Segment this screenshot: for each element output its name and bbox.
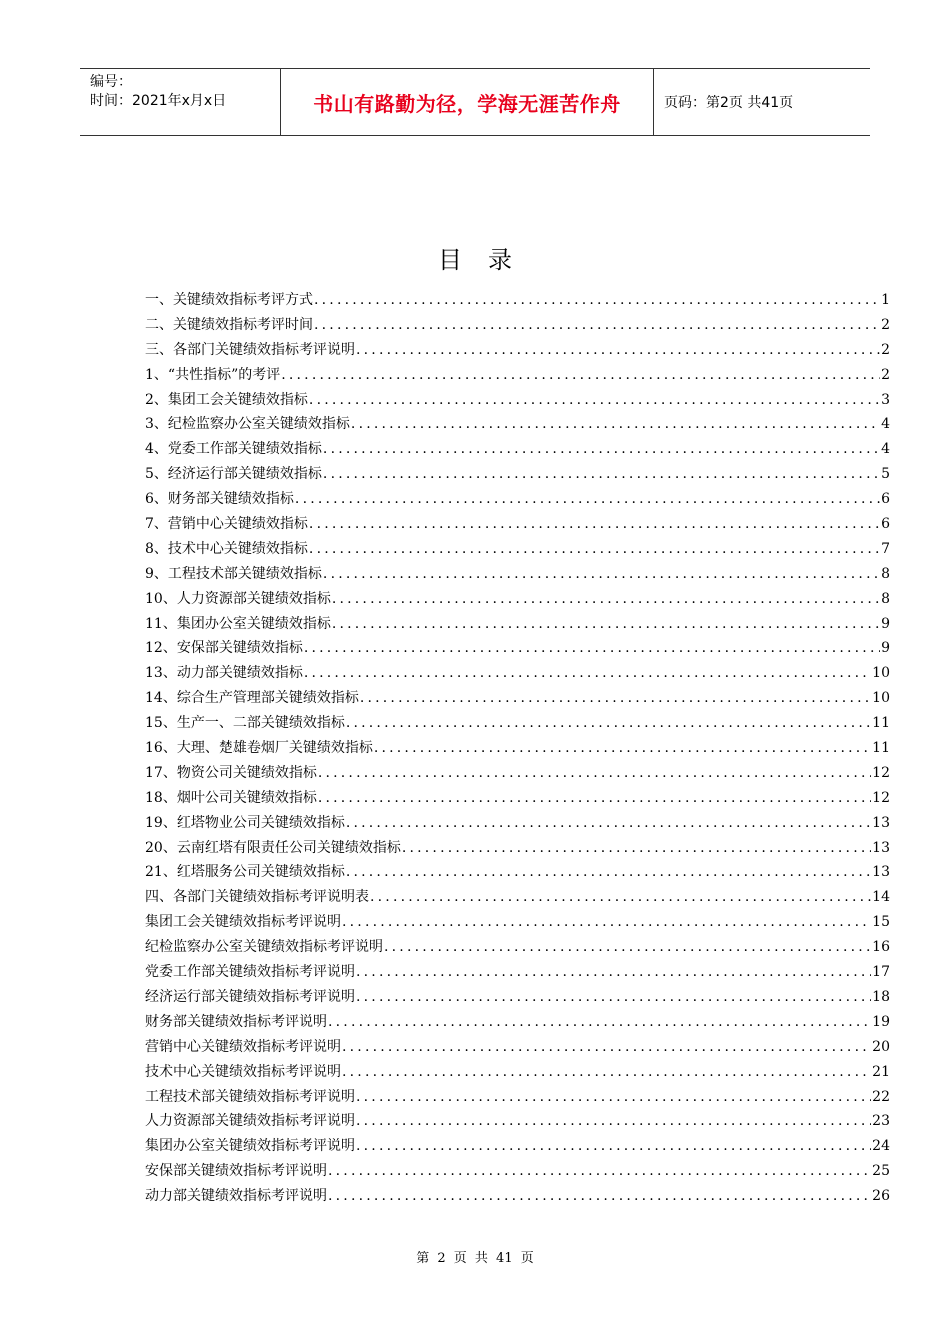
- toc-entry-page: 7: [881, 540, 890, 557]
- toc-leader-dots: [342, 1039, 871, 1055]
- toc-entry[interactable]: [145, 613, 890, 638]
- toc-entry[interactable]: [145, 911, 890, 936]
- toc-entry-page: 26: [872, 1188, 890, 1205]
- toc-entry-title: 14、综合生产管理部关键绩效指标: [145, 690, 359, 707]
- toc-entry-title: 工程技术部关键绩效指标考评说明: [145, 1088, 355, 1105]
- toc-entry-page: 11: [872, 715, 890, 732]
- toc-entry-page: 11: [872, 740, 890, 757]
- toc-entry-title: 11、集团办公室关键绩效指标: [145, 615, 331, 632]
- toc-leader-dots: [309, 516, 880, 532]
- toc-leader-dots: [309, 541, 880, 557]
- toc-leader-dots: [360, 690, 871, 706]
- toc-entry[interactable]: [145, 762, 890, 787]
- toc-entry-title: 财务部关键绩效指标考评说明: [145, 1013, 327, 1030]
- toc-entry-page: 1: [881, 292, 890, 308]
- toc-entry-title: 13、动力部关键绩效指标: [145, 665, 303, 682]
- toc-leader-dots: [295, 491, 880, 507]
- toc-entry-page: 2: [881, 341, 890, 358]
- toc-entry[interactable]: [145, 712, 890, 737]
- toc-entry-page: 17: [872, 964, 890, 981]
- toc-entry[interactable]: [145, 463, 890, 488]
- toc-entry-page: 6: [881, 516, 890, 533]
- toc-entry-page: 12: [872, 789, 890, 806]
- toc-entry[interactable]: [145, 637, 890, 662]
- toc-entry[interactable]: [145, 986, 890, 1011]
- toc-entry-title: 6、财务部关键绩效指标: [145, 491, 294, 508]
- toc-leader-dots: [328, 1014, 871, 1030]
- toc-entry[interactable]: [145, 1110, 890, 1135]
- toc-leader-dots: [384, 939, 871, 955]
- toc-entry[interactable]: [145, 812, 890, 837]
- toc-entry-title: 10、人力资源部关键绩效指标: [145, 590, 331, 607]
- toc-leader-dots: [351, 416, 880, 432]
- toc-leader-dots: [314, 317, 880, 333]
- toc-leader-dots: [342, 914, 871, 930]
- toc-entry-page: 25: [872, 1163, 890, 1180]
- toc-entry-page: 16: [872, 939, 890, 956]
- toc-leader-dots: [370, 889, 871, 905]
- toc-entry[interactable]: [145, 961, 890, 986]
- toc-entry[interactable]: [145, 339, 890, 364]
- toc-entry-title: 17、物资公司关键绩效指标: [145, 764, 317, 781]
- toc-entry-title: 四、各部门关键绩效指标考评说明表: [145, 889, 369, 906]
- toc-entry-page: 20: [872, 1038, 890, 1055]
- toc-entry-page: 12: [872, 764, 890, 781]
- toc-entry[interactable]: [145, 936, 890, 961]
- toc-entry-page: 4: [881, 441, 890, 458]
- toc-leader-dots: [304, 665, 871, 681]
- toc-entry-page: 18: [872, 988, 890, 1005]
- toc-entry[interactable]: [145, 837, 890, 862]
- toc-entry-page: 8: [881, 590, 890, 607]
- toc-entry[interactable]: [145, 538, 890, 563]
- toc-entry-title: 集团办公室关键绩效指标考评说明: [145, 1138, 355, 1155]
- toc-leader-dots: [346, 815, 871, 831]
- toc-entry[interactable]: [145, 488, 890, 513]
- toc-leader-dots: [332, 616, 880, 632]
- toc-entry-title: 2、集团工会关键绩效指标: [145, 391, 308, 408]
- toc-entry[interactable]: [145, 687, 890, 712]
- toc-entry[interactable]: [145, 1135, 890, 1160]
- toc-entry-title: 营销中心关键绩效指标考评说明: [145, 1038, 341, 1055]
- toc-entry[interactable]: [145, 413, 890, 438]
- toc-entry[interactable]: [145, 787, 890, 812]
- toc-entry-page: 10: [872, 690, 890, 707]
- toc-leader-dots: [323, 441, 880, 457]
- toc-entry-title: 经济运行部关键绩效指标考评说明: [145, 988, 355, 1005]
- toc-entry-page: 19: [872, 1013, 890, 1030]
- toc-entry[interactable]: [145, 1086, 890, 1111]
- toc-entry-page: 13: [872, 839, 890, 856]
- toc-entry-page: 9: [881, 615, 890, 632]
- toc-leader-dots: [332, 591, 880, 607]
- toc-leader-dots: [309, 392, 880, 408]
- toc-entry[interactable]: [145, 289, 890, 314]
- toc-leader-dots: [346, 715, 871, 731]
- toc-leader-dots: [314, 292, 880, 308]
- toc-entry-page: 13: [872, 864, 890, 881]
- toc-entry[interactable]: [145, 563, 890, 588]
- toc-leader-dots: [402, 840, 871, 856]
- toc-entry-title: 8、技术中心关键绩效指标: [145, 540, 308, 557]
- toc-entry-title: 16、大理、楚雄卷烟厂关键绩效指标: [145, 740, 373, 757]
- header-motto: 书山有路勤为径，学海无涯苦作舟: [281, 69, 654, 135]
- toc-entry-title: 4、党委工作部关键绩效指标: [145, 441, 322, 458]
- toc-entry[interactable]: [145, 886, 890, 911]
- toc-leader-dots: [281, 367, 880, 383]
- toc-leader-dots: [356, 1113, 871, 1129]
- toc-entry[interactable]: [145, 662, 890, 687]
- toc-entry-page: 4: [881, 416, 890, 433]
- toc-leader-dots: [342, 1064, 871, 1080]
- toc-entry-page: 21: [872, 1063, 890, 1080]
- toc-entry-title: 18、烟叶公司关键绩效指标: [145, 789, 317, 806]
- page-footer: 第 2 页 共 41 页: [416, 1251, 534, 1266]
- toc-leader-dots: [346, 864, 871, 880]
- toc-leader-dots: [356, 1138, 871, 1154]
- toc-leader-dots: [356, 1089, 871, 1105]
- toc-entry[interactable]: [145, 438, 890, 463]
- toc-entry[interactable]: [145, 861, 890, 886]
- toc-entry[interactable]: [145, 737, 890, 762]
- toc-entry-title: 三、各部门关键绩效指标考评说明: [145, 341, 355, 358]
- toc-entry-page: 6: [881, 491, 890, 508]
- page-title: 目录: [438, 246, 538, 274]
- toc-entry-page: 13: [872, 814, 890, 831]
- toc-leader-dots: [318, 790, 871, 806]
- toc-entry-page: 8: [881, 565, 890, 582]
- toc-leader-dots: [356, 964, 871, 980]
- toc-entry-title: 技术中心关键绩效指标考评说明: [145, 1063, 341, 1080]
- toc-entry-title: 3、纪检监察办公室关键绩效指标: [145, 416, 350, 433]
- toc-entry[interactable]: [145, 588, 890, 613]
- toc-entry-title: 纪检监察办公室关键绩效指标考评说明: [145, 939, 383, 956]
- toc-entry-page: 2: [881, 316, 890, 333]
- toc-entry-title: 21、红塔服务公司关键绩效指标: [145, 864, 345, 881]
- toc-entry-title: 12、安保部关键绩效指标: [145, 640, 303, 657]
- toc-entry[interactable]: [145, 1160, 890, 1185]
- toc-entry-title: 集团工会关键绩效指标考评说明: [145, 914, 341, 931]
- toc-leader-dots: [323, 566, 880, 582]
- toc-entry-page: 5: [881, 466, 890, 483]
- toc-entry-title: 7、营销中心关键绩效指标: [145, 516, 308, 533]
- header-page-info: 页码：第2页 共41页: [664, 95, 794, 111]
- toc-leader-dots: [323, 466, 880, 482]
- toc-entry-title: 安保部关键绩效指标考评说明: [145, 1163, 327, 1180]
- toc-entry-page: 14: [872, 889, 890, 906]
- toc-entry-page: 2: [881, 366, 890, 383]
- date-label: 时间：2021年x月x日: [90, 93, 227, 109]
- toc-leader-dots: [356, 989, 871, 1005]
- toc-entry-title: 人力资源部关键绩效指标考评说明: [145, 1113, 355, 1130]
- toc-entry[interactable]: [145, 364, 890, 389]
- toc-entry-page: 24: [872, 1138, 890, 1155]
- toc-entry-title: 党委工作部关键绩效指标考评说明: [145, 964, 355, 981]
- toc-leader-dots: [318, 765, 871, 781]
- toc-entry[interactable]: [145, 314, 890, 339]
- toc-entry[interactable]: [145, 389, 890, 414]
- toc-entry[interactable]: [145, 513, 890, 538]
- toc-entry[interactable]: [145, 1011, 890, 1036]
- toc-entry-page: 10: [872, 665, 890, 682]
- header-meta: [80, 69, 281, 135]
- toc-entry-page: 9: [881, 640, 890, 657]
- toc-entry-page: 3: [881, 391, 890, 408]
- toc-entry-title: 动力部关键绩效指标考评说明: [145, 1188, 327, 1205]
- page-header: [80, 68, 870, 136]
- toc-leader-dots: [328, 1163, 871, 1179]
- toc-entry-title: 一、关键绩效指标考评方式: [145, 292, 313, 308]
- toc-entry-title: 5、经济运行部关键绩效指标: [145, 466, 322, 483]
- toc-entry-title: 1、“共性指标”的考评: [145, 366, 281, 383]
- toc-entry-title: 19、红塔物业公司关键绩效指标: [145, 814, 345, 831]
- toc-entry-page: 23: [872, 1113, 890, 1130]
- toc-leader-dots: [304, 640, 880, 656]
- toc-entry-title: 二、关键绩效指标考评时间: [145, 316, 313, 333]
- toc-entry-page: 22: [872, 1088, 890, 1105]
- toc-entry-title: 15、生产一、二部关键绩效指标: [145, 715, 345, 732]
- number-label: 编号：: [90, 74, 132, 90]
- toc-entry[interactable]: [145, 1061, 890, 1086]
- toc-entry[interactable]: [145, 1036, 890, 1061]
- toc-entry-title: 9、工程技术部关键绩效指标: [145, 565, 322, 582]
- toc-entry[interactable]: [145, 1185, 890, 1210]
- toc-entry-page: 15: [872, 914, 890, 931]
- toc-leader-dots: [356, 342, 880, 358]
- toc-entry-title: 20、云南红塔有限责任公司关键绩效指标: [145, 839, 401, 856]
- toc-leader-dots: [374, 740, 871, 756]
- table-of-contents: [145, 289, 890, 1210]
- toc-leader-dots: [328, 1188, 871, 1204]
